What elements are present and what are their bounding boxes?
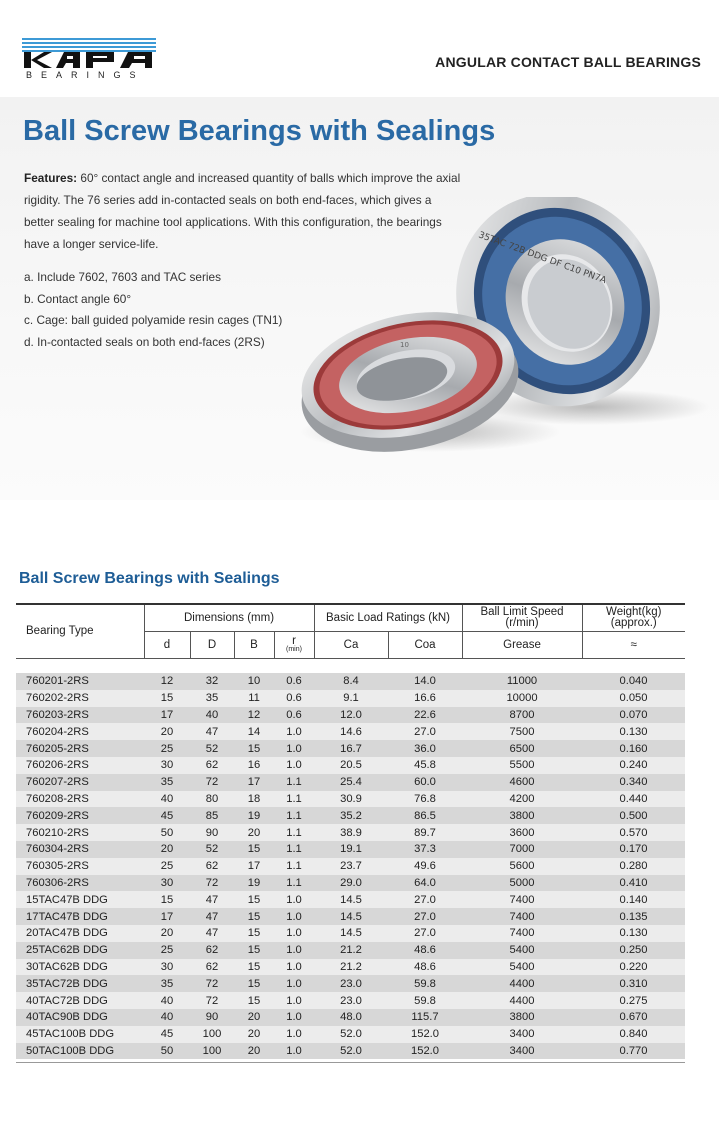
features-list-item: c. Cage: ball guided polyamide resin cages (TN1): [24, 313, 283, 327]
cell-B: 15: [234, 975, 274, 992]
spec-table: [16, 603, 685, 1059]
table-row: [16, 690, 685, 707]
kapa-logo: [22, 38, 156, 88]
cell-Ca: 48.0: [314, 1009, 388, 1026]
cell-grease: 7400: [462, 891, 582, 908]
cell-D: 62: [190, 858, 234, 875]
table-row: [16, 707, 685, 724]
cell-weight: 0.070: [582, 707, 685, 724]
cell-B: 15: [234, 740, 274, 757]
cell-B: 15: [234, 841, 274, 858]
cell-weight: 0.340: [582, 774, 685, 791]
cell-grease: 5600: [462, 858, 582, 875]
cell-Ca: 14.6: [314, 723, 388, 740]
cell-r: 1.0: [274, 1009, 314, 1026]
hero-title: Ball Screw Bearings with Sealings: [23, 115, 496, 147]
cell-r: 1.0: [274, 925, 314, 942]
cell-name: 35TAC72B DDG: [16, 975, 144, 992]
cell-r: 1.1: [274, 774, 314, 791]
cell-r: 1.0: [274, 891, 314, 908]
cell-r: 1.0: [274, 959, 314, 976]
cell-weight: 0.220: [582, 959, 685, 976]
cell-weight: 0.170: [582, 841, 685, 858]
cell-r: 1.0: [274, 757, 314, 774]
cell-grease: 5400: [462, 942, 582, 959]
cell-name: 760201-2RS: [16, 673, 144, 690]
cell-weight: 0.500: [582, 807, 685, 824]
header-d: d: [144, 631, 190, 658]
cell-Coa: 27.0: [388, 891, 462, 908]
cell-Coa: 27.0: [388, 925, 462, 942]
cell-d: 25: [144, 858, 190, 875]
table-row: [16, 925, 685, 942]
cell-r: 1.0: [274, 723, 314, 740]
features-list-item: b. Contact angle 60°: [24, 291, 132, 306]
cell-weight: 0.670: [582, 1009, 685, 1026]
table-row: [16, 891, 685, 908]
table-title: Ball Screw Bearings with Sealings: [19, 570, 280, 587]
cell-Ca: 29.0: [314, 875, 388, 892]
cell-B: 11: [234, 690, 274, 707]
cell-Coa: 22.6: [388, 707, 462, 724]
cell-d: 50: [144, 1043, 190, 1060]
cell-B: 10: [234, 673, 274, 690]
cell-d: 30: [144, 875, 190, 892]
cell-D: 90: [190, 1009, 234, 1026]
cell-B: 20: [234, 1009, 274, 1026]
bearings-photo: [290, 197, 710, 497]
cell-r: 1.0: [274, 992, 314, 1009]
cell-D: 35: [190, 690, 234, 707]
header-r-label: r: [292, 634, 296, 647]
cell-Ca: 16.7: [314, 740, 388, 757]
cell-grease: 10000: [462, 690, 582, 707]
cell-grease: 5500: [462, 757, 582, 774]
cell-B: 18: [234, 791, 274, 808]
cell-Coa: 86.5: [388, 807, 462, 824]
cell-Ca: 25.4: [314, 774, 388, 791]
cell-Coa: 27.0: [388, 908, 462, 925]
header-speed-label: Ball Limit Speed: [480, 605, 564, 618]
cell-D: 62: [190, 942, 234, 959]
cell-D: 72: [190, 975, 234, 992]
cell-Ca: 14.5: [314, 925, 388, 942]
header-approx: ≈: [582, 631, 685, 658]
cell-B: 20: [234, 1026, 274, 1043]
cell-Ca: 9.1: [314, 690, 388, 707]
kapa-logo-icon: [22, 38, 156, 68]
cell-Ca: 23.7: [314, 858, 388, 875]
cell-grease: 4600: [462, 774, 582, 791]
cell-name: 760304-2RS: [16, 841, 144, 858]
cell-D: 72: [190, 875, 234, 892]
cell-Coa: 60.0: [388, 774, 462, 791]
cell-Ca: 8.4: [314, 673, 388, 690]
table-bottom-rule: [16, 1062, 685, 1063]
cell-Coa: 115.7: [388, 1009, 462, 1026]
cell-Coa: 152.0: [388, 1026, 462, 1043]
table-row: [16, 858, 685, 875]
header-r-sub: (min): [286, 645, 302, 653]
cell-d: 40: [144, 992, 190, 1009]
cell-d: 17: [144, 707, 190, 724]
cell-D: 80: [190, 791, 234, 808]
cell-D: 62: [190, 757, 234, 774]
cell-Coa: 27.0: [388, 723, 462, 740]
cell-name: 15TAC47B DDG: [16, 891, 144, 908]
cell-weight: 0.050: [582, 690, 685, 707]
cell-weight: 0.040: [582, 673, 685, 690]
cell-grease: 3800: [462, 807, 582, 824]
cell-name: 760203-2RS: [16, 707, 144, 724]
bearing-marking-small: 10: [400, 341, 409, 349]
cell-r: 1.0: [274, 1043, 314, 1060]
cell-r: 1.1: [274, 841, 314, 858]
features-list-item: a. Include 7602, 7603 and TAC series: [24, 270, 221, 284]
cell-Ca: 35.2: [314, 807, 388, 824]
cell-r: 1.1: [274, 807, 314, 824]
cell-r: 1.1: [274, 824, 314, 841]
cell-r: 0.6: [274, 707, 314, 724]
cell-grease: 4400: [462, 992, 582, 1009]
cell-Coa: 37.3: [388, 841, 462, 858]
cell-d: 20: [144, 925, 190, 942]
table-body: [16, 658, 685, 1059]
hero-section: [0, 97, 719, 500]
cell-Ca: 14.5: [314, 908, 388, 925]
cell-D: 100: [190, 1043, 234, 1060]
cell-d: 20: [144, 723, 190, 740]
header-weight-sub: (approx.): [610, 616, 657, 629]
cell-weight: 0.275: [582, 992, 685, 1009]
cell-name: 17TAC47B DDG: [16, 908, 144, 925]
features-list-item: d. In-contacted seals on both end-faces (2RS): [24, 334, 265, 349]
cell-B: 19: [234, 875, 274, 892]
cell-D: 47: [190, 891, 234, 908]
cell-name: 760210-2RS: [16, 824, 144, 841]
header-speed-unit: (r/min): [505, 616, 539, 629]
cell-r: 1.1: [274, 858, 314, 875]
cell-B: 17: [234, 858, 274, 875]
cell-grease: 3600: [462, 824, 582, 841]
cell-D: 52: [190, 740, 234, 757]
cell-d: 25: [144, 942, 190, 959]
cell-name: 20TAC47B DDG: [16, 925, 144, 942]
cell-name: 760207-2RS: [16, 774, 144, 791]
cell-r: 1.1: [274, 791, 314, 808]
header-dimensions: Dimensions (mm): [144, 604, 314, 631]
cell-Ca: 30.9: [314, 791, 388, 808]
cell-grease: 3400: [462, 1026, 582, 1043]
cell-Ca: 20.5: [314, 757, 388, 774]
cell-r: 1.0: [274, 975, 314, 992]
cell-name: 45TAC100B DDG: [16, 1026, 144, 1043]
cell-r: 1.0: [274, 740, 314, 757]
table-row: [16, 774, 685, 791]
cell-Coa: 36.0: [388, 740, 462, 757]
header-bearing-type: Bearing Type: [16, 604, 144, 658]
features-text: 60° contact angle and increased quantity of balls which improve the axial rigidity. The 76 series add in-contacted seals on both end-faces, which gives a better sealing for machine tool applications. With this configuration, the bearings have a longer service-life.: [24, 171, 461, 251]
features-label: Features:: [24, 171, 78, 185]
cell-D: 100: [190, 1026, 234, 1043]
cell-B: 15: [234, 992, 274, 1009]
cell-weight: 0.310: [582, 975, 685, 992]
table-row: [16, 841, 685, 858]
cell-d: 50: [144, 824, 190, 841]
cell-Coa: 76.8: [388, 791, 462, 808]
cell-Coa: 48.6: [388, 959, 462, 976]
header-load-ratings: Basic Load Ratings (kN): [314, 604, 462, 631]
header-weight-label: Weight(kg): [606, 605, 662, 618]
cell-grease: 5400: [462, 959, 582, 976]
cell-d: 40: [144, 1009, 190, 1026]
cell-B: 17: [234, 774, 274, 791]
cell-B: 15: [234, 959, 274, 976]
cell-name: 760208-2RS: [16, 791, 144, 808]
cell-weight: 0.160: [582, 740, 685, 757]
cell-d: 30: [144, 959, 190, 976]
cell-Ca: 12.0: [314, 707, 388, 724]
cell-weight: 0.240: [582, 757, 685, 774]
cell-D: 47: [190, 908, 234, 925]
cell-Ca: 19.1: [314, 841, 388, 858]
cell-D: 47: [190, 723, 234, 740]
table-row: [16, 723, 685, 740]
cell-d: 45: [144, 807, 190, 824]
table-row: [16, 1026, 685, 1043]
cell-r: 1.1: [274, 875, 314, 892]
cell-name: 760205-2RS: [16, 740, 144, 757]
cell-B: 15: [234, 891, 274, 908]
table-row: [16, 824, 685, 841]
cell-d: 12: [144, 673, 190, 690]
cell-D: 32: [190, 673, 234, 690]
cell-D: 52: [190, 841, 234, 858]
table-row: [16, 975, 685, 992]
category-heading: ANGULAR CONTACT BALL BEARINGS: [435, 54, 701, 70]
cell-Coa: 152.0: [388, 1043, 462, 1060]
cell-B: 15: [234, 925, 274, 942]
cell-grease: 7000: [462, 841, 582, 858]
cell-name: 50TAC100B DDG: [16, 1043, 144, 1060]
cell-B: 15: [234, 908, 274, 925]
cell-weight: 0.770: [582, 1043, 685, 1060]
cell-Ca: 21.2: [314, 959, 388, 976]
cell-Coa: 16.6: [388, 690, 462, 707]
cell-grease: 4200: [462, 791, 582, 808]
cell-D: 90: [190, 824, 234, 841]
table-row: [16, 757, 685, 774]
cell-B: 12: [234, 707, 274, 724]
cell-Coa: 59.8: [388, 992, 462, 1009]
header-Ca: Ca: [314, 631, 388, 658]
header-speed: [462, 604, 582, 631]
cell-D: 40: [190, 707, 234, 724]
features-list: [24, 267, 282, 353]
cell-r: 0.6: [274, 673, 314, 690]
logo-subtitle: BEARINGS: [26, 70, 145, 80]
table-row: [16, 1043, 685, 1060]
cell-B: 16: [234, 757, 274, 774]
bearing-marking: 35TAC 72B DDG DF C10 PN7A: [476, 230, 608, 287]
cell-r: 1.0: [274, 1026, 314, 1043]
cell-d: 35: [144, 975, 190, 992]
cell-name: 40TAC90B DDG: [16, 1009, 144, 1026]
cell-r: 1.0: [274, 942, 314, 959]
cell-r: 1.0: [274, 908, 314, 925]
cell-d: 20: [144, 841, 190, 858]
cell-grease: 3400: [462, 1043, 582, 1060]
cell-Coa: 64.0: [388, 875, 462, 892]
cell-Ca: 21.2: [314, 942, 388, 959]
cell-B: 14: [234, 723, 274, 740]
table-row: [16, 959, 685, 976]
cell-Ca: 23.0: [314, 975, 388, 992]
header-Coa: Coa: [388, 631, 462, 658]
table-row: [16, 908, 685, 925]
cell-name: 40TAC72B DDG: [16, 992, 144, 1009]
cell-Ca: 14.5: [314, 891, 388, 908]
cell-weight: 0.135: [582, 908, 685, 925]
cell-weight: 0.280: [582, 858, 685, 875]
cell-grease: 5000: [462, 875, 582, 892]
cell-d: 40: [144, 791, 190, 808]
cell-d: 17: [144, 908, 190, 925]
cell-name: 760204-2RS: [16, 723, 144, 740]
cell-B: 20: [234, 1043, 274, 1060]
cell-name: 760206-2RS: [16, 757, 144, 774]
cell-Ca: 52.0: [314, 1043, 388, 1060]
table-row: [16, 807, 685, 824]
cell-Ca: 23.0: [314, 992, 388, 1009]
cell-B: 19: [234, 807, 274, 824]
cell-name: 25TAC62B DDG: [16, 942, 144, 959]
cell-grease: 11000: [462, 673, 582, 690]
header-weight: [582, 604, 685, 631]
cell-d: 15: [144, 891, 190, 908]
cell-grease: 7400: [462, 925, 582, 942]
table-row: [16, 1009, 685, 1026]
cell-grease: 7500: [462, 723, 582, 740]
table-row: [16, 740, 685, 757]
cell-weight: 0.250: [582, 942, 685, 959]
cell-D: 47: [190, 925, 234, 942]
table-row: [16, 992, 685, 1009]
cell-Ca: 38.9: [314, 824, 388, 841]
cell-r: 0.6: [274, 690, 314, 707]
cell-d: 30: [144, 757, 190, 774]
cell-weight: 0.840: [582, 1026, 685, 1043]
cell-weight: 0.410: [582, 875, 685, 892]
cell-Coa: 89.7: [388, 824, 462, 841]
cell-d: 35: [144, 774, 190, 791]
header-grease: Grease: [462, 631, 582, 658]
cell-weight: 0.130: [582, 925, 685, 942]
cell-grease: 7400: [462, 908, 582, 925]
cell-D: 85: [190, 807, 234, 824]
cell-Coa: 49.6: [388, 858, 462, 875]
cell-Ca: 52.0: [314, 1026, 388, 1043]
cell-name: 760202-2RS: [16, 690, 144, 707]
cell-grease: 3800: [462, 1009, 582, 1026]
table-row: [16, 791, 685, 808]
cell-D: 72: [190, 992, 234, 1009]
cell-name: 760306-2RS: [16, 875, 144, 892]
header-r: [274, 631, 314, 658]
cell-Coa: 45.8: [388, 757, 462, 774]
cell-grease: 8700: [462, 707, 582, 724]
cell-D: 62: [190, 959, 234, 976]
table-row: [16, 942, 685, 959]
cell-grease: 6500: [462, 740, 582, 757]
cell-B: 20: [234, 824, 274, 841]
cell-grease: 4400: [462, 975, 582, 992]
header-B: B: [234, 631, 274, 658]
cell-d: 25: [144, 740, 190, 757]
table-row: [16, 673, 685, 690]
cell-d: 45: [144, 1026, 190, 1043]
cell-d: 15: [144, 690, 190, 707]
cell-Coa: 59.8: [388, 975, 462, 992]
table-row: [16, 875, 685, 892]
cell-B: 15: [234, 942, 274, 959]
cell-weight: 0.570: [582, 824, 685, 841]
cell-weight: 0.440: [582, 791, 685, 808]
cell-name: 760305-2RS: [16, 858, 144, 875]
cell-weight: 0.130: [582, 723, 685, 740]
cell-Coa: 14.0: [388, 673, 462, 690]
header-D: D: [190, 631, 234, 658]
cell-name: 30TAC62B DDG: [16, 959, 144, 976]
cell-D: 72: [190, 774, 234, 791]
cell-weight: 0.140: [582, 891, 685, 908]
cell-Coa: 48.6: [388, 942, 462, 959]
cell-name: 760209-2RS: [16, 807, 144, 824]
